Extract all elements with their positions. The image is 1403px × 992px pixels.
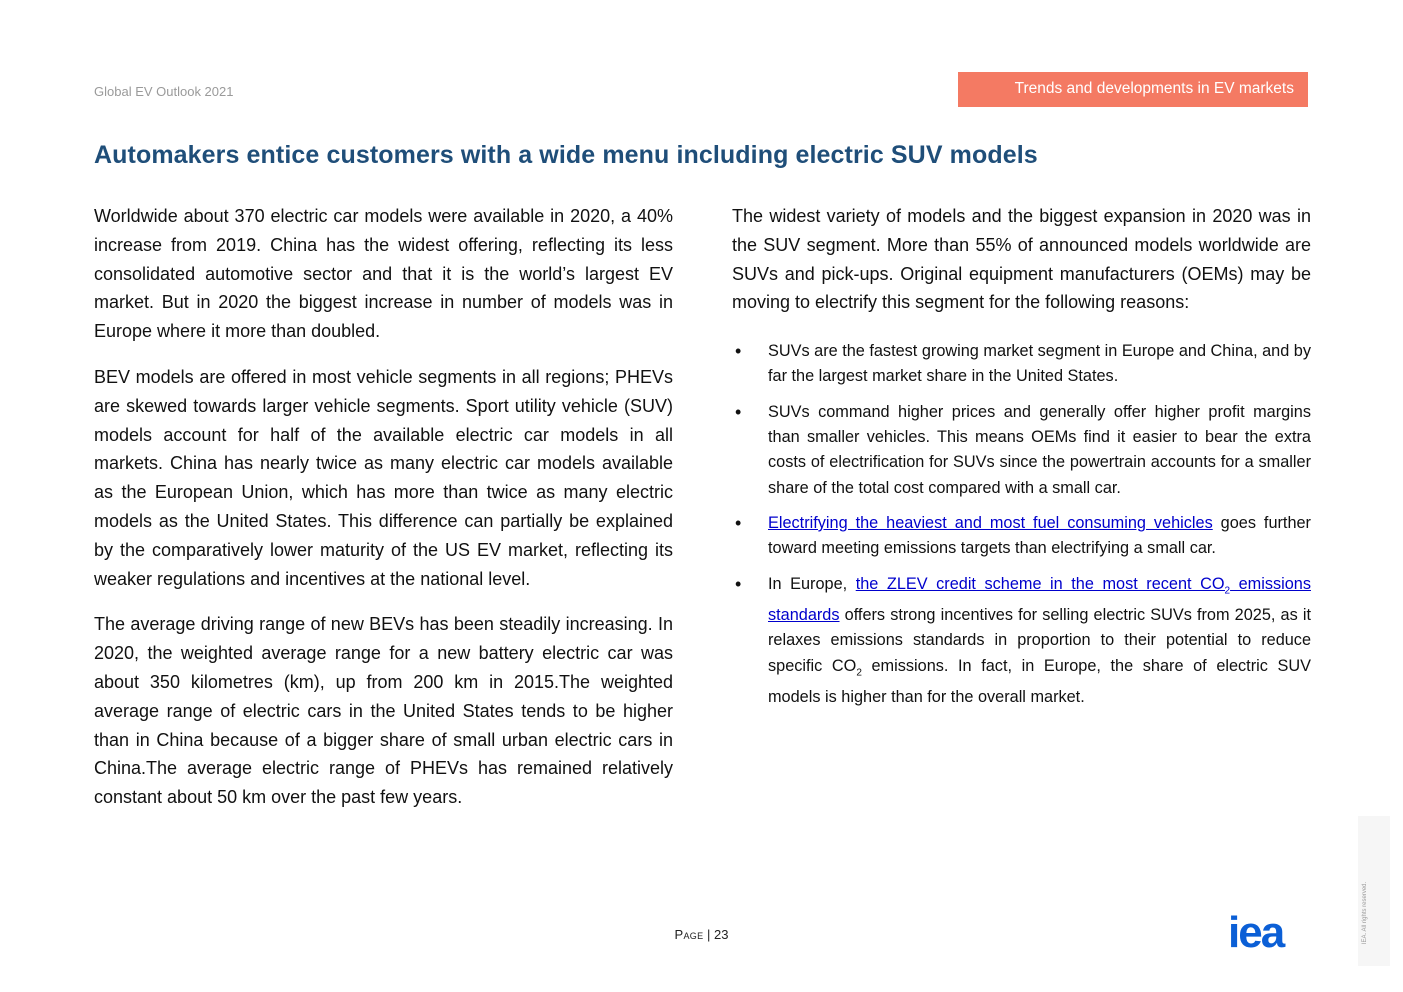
list-item: [732, 339, 1311, 390]
page-separator: |: [703, 927, 715, 942]
section-tag: Trends and developments in EV markets: [958, 72, 1308, 107]
logo-text: iea: [1228, 914, 1284, 952]
list-item-text: SUVs are the fastest growing market segment in Europe and China, and by far the largest market share in the United States.: [768, 342, 1312, 386]
page-number: [0, 927, 1403, 942]
bullet-icon: •: [735, 573, 742, 594]
list-item-text: goes further toward meeting emissions targets than electrifying a small car.: [768, 513, 1311, 558]
page-number-value: 23: [714, 927, 729, 942]
list-item-text: emissions. In fact, in Europe, the share of electric SUV models is higher than for the overall market.: [768, 656, 1311, 707]
bullet-icon: •: [735, 512, 742, 533]
paragraph-models-overview: Worldwide about 370 electric car models were available in 2020, a 40% increase from 2019. China has the widest offering, reflecting its less consolidated automotive sector and that it is the world’s largest EV market. But in 2020 the biggest increase in number of models was in Europe where it more than doubled.: [94, 206, 673, 342]
list-item: [732, 511, 1311, 562]
iea-logo-icon: [1228, 914, 1310, 952]
left-column: [94, 202, 673, 829]
link-text: emissions standards: [768, 574, 1311, 625]
list-item-text: offers strong incentives for selling electric SUVs from 2025, as it relaxes emissions standards in proportion to their potential to reduce specific CO: [768, 606, 1311, 675]
running-head: Global EV Outlook 2021: [94, 84, 234, 99]
rights-notice: IEA. All rights reserved.: [1362, 881, 1368, 945]
list-item-text: SUVs command higher prices and generally offer higher profit margins than smaller vehicles. This means OEMs find it easier to bear the extra costs of electrification for SUVs since the powertrain accounts for a smaller share of the total cost compared with a small car.: [768, 402, 1311, 497]
paragraph-suv-intro: The widest variety of models and the biggest expansion in 2020 was in the SUV segment. More than 55% of announced models worldwide are SUVs and pick-ups. Original equipment manufacturers (OEMs) may be moving to electrify this segment for the following reasons:: [732, 206, 1311, 313]
link-text: the ZLEV credit scheme in the most recent CO: [855, 574, 1225, 593]
paragraph-vehicle-segments: BEV models are offered in most vehicle segments in all regions; PHEVs are skewed towards larger vehicle segments. Sport utility vehicle (SUV) models account for half of the available electric car models in all markets. China has nearly twice as many electric car models available as the European Union, which has more than twice as many electric models as the United States. This difference can partially be explained by the comparatively lower maturity of the US EV market, reflecting its weaker regulations and incentives at the national level.: [94, 366, 673, 589]
page-word: Page: [674, 927, 704, 942]
reasons-list: [732, 339, 1311, 710]
list-item-text: In Europe,: [768, 574, 856, 593]
list-item: [732, 572, 1311, 711]
list-item: [732, 400, 1311, 501]
bullet-icon: •: [735, 401, 742, 422]
subscript: 2: [1224, 584, 1231, 596]
paragraph-driving-range: The average driving range of new BEVs has been steadily increasing. In 2020, the weighted average range for a new battery electric car was about 350 kilometres (km), up from 200 km in 2015.The weighted average range of electric cars in the United States tends to be higher than in China because of a bigger share of small urban electric cars in China.The average electric range of PHEVs has remained relatively constant about 50 km over the past few years.: [94, 614, 673, 808]
subscript: 2: [856, 666, 862, 678]
page-title: Automakers entice customers with a wide menu including electric SUV models: [94, 141, 1038, 169]
bullet-icon: •: [735, 341, 742, 362]
link-heaviest-vehicles[interactable]: Electrifying the heaviest and most fuel consuming vehicles: [768, 513, 1213, 532]
right-column: [732, 202, 1311, 721]
